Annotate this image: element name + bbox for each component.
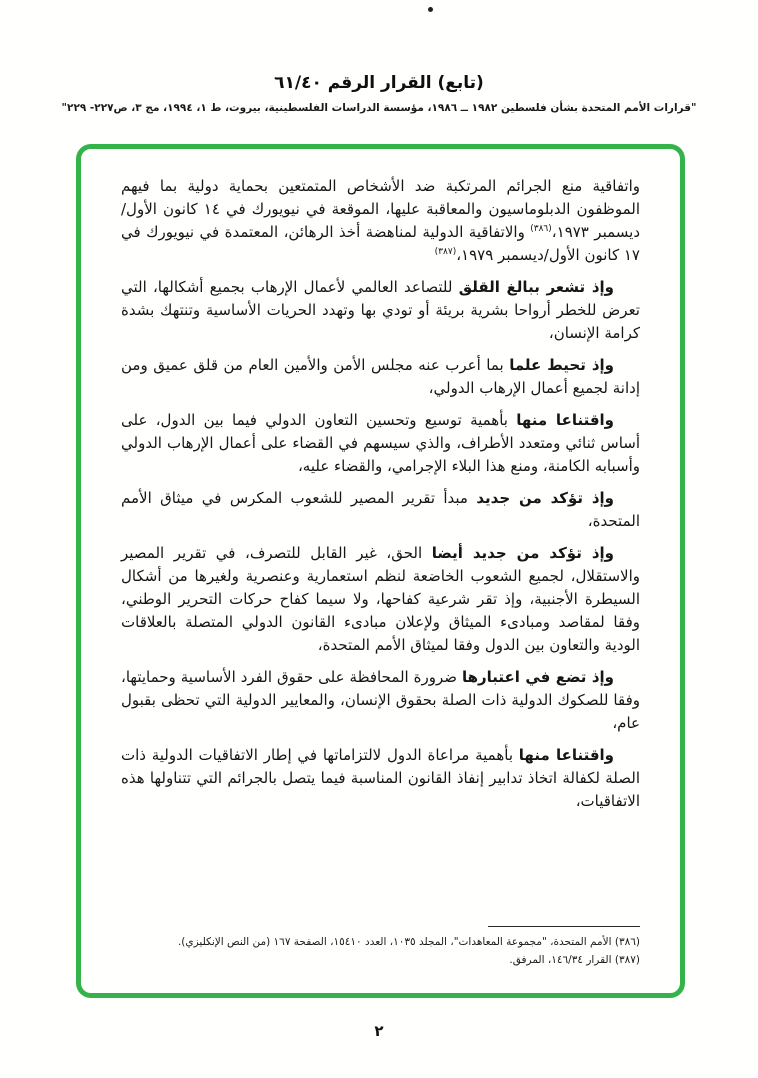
- resolution-preamble: [121, 175, 640, 813]
- paragraph-text: مبدأ تقرير المصير للشعوب المكرس في ميثاق الأمم المتحدة،: [121, 489, 640, 530]
- footnote-ref: (٣٨٧): [434, 247, 457, 257]
- footnotes-section: [121, 926, 640, 969]
- footnotes-list: [121, 933, 640, 969]
- paragraph-text: بما أعرب عنه مجلس الأمن والأمين العام من قلق عميق ومن إدانة لجميع أعمال الإرهاب الدولي،: [121, 356, 640, 397]
- body-paragraph: [121, 409, 640, 478]
- body-paragraph: [121, 487, 640, 533]
- paragraph-lead: وإذ تؤكد من جديد أيضا: [431, 544, 614, 562]
- paragraph-lead: وإذ تحيط علما: [509, 356, 614, 374]
- source-citation: "قرارات الأمم المتحدة بشأن فلسطين ١٩٨٢ ــ ١٩٨٦، مؤسسة الدراسات الفلسطينية، بيروت، ط ١، ١٩٩٤، مج ٣، ص٢٢٧- ٢٢٩": [61, 102, 697, 114]
- footnote-separator: [488, 926, 640, 927]
- content-frame: [76, 144, 685, 998]
- paragraph-lead: واقتناعا منها: [518, 746, 614, 764]
- paragraph-text: واتفاقية منع الجرائم المرتكبة ضد الأشخاص المتمتعين بحماية دولية بما فيهم الموظفون الدبلوماسيون والمعاقبة عليها، الموقعة في نيويورك في ١٤ كانون الأول/ديسمبر ١٩٧٣،: [121, 177, 641, 241]
- footnote-ref: (٣٨٦): [530, 224, 552, 234]
- page-number: ٢: [374, 1022, 384, 1040]
- scan-artifact-dot: [428, 7, 433, 12]
- paragraph-text: للتصاعد العالمي لأعمال الإرهاب بجميع أشكالها، التي تعرض للخطر أرواحا بشرية بريئة أو تودي بها وتهدد الحريات الأساسية وتنتهك بشدة كرامة الإنسان،: [121, 278, 640, 342]
- paragraph-text: بأهمية توسيع وتحسين التعاون الدولي فيما بين الدول، على أساس ثنائي ومتعدد الأطراف، والذي سيسهم في القضاء على أعمال الإرهاب الدولي وأسبابه الكامنة، ومنع هذا البلاء الإجرامي، والقضاء عليه،: [121, 411, 640, 475]
- body-paragraph: [121, 542, 640, 657]
- body-paragraph: [121, 666, 640, 735]
- page-title: (تابع) القرار الرقم ٦١/٤٠: [274, 73, 484, 93]
- paragraph-lead: وإذ تشعر ببالغ القلق: [458, 278, 614, 296]
- body-paragraph: [121, 744, 640, 813]
- body-paragraph: [121, 276, 640, 345]
- body-paragraph: [121, 175, 640, 267]
- paragraph-text: والاتفاقية الدولية لمناهضة أخذ الرهائن، المعتمدة في نيويورك في ١٧ كانون الأول/ديسمبر ١٩٧٩،: [121, 223, 640, 264]
- paragraph-text: الحق، غير القابل للتصرف، في تقرير المصير والاستقلال، لجميع الشعوب الخاضعة لنظم استعمارية وعنصرية ولغيرها من أشكال السيطرة الأجنبية، وإذ تقر شرعية كفاحها، ولا سيما كفاح حركات التحرير الوطني، وفقا لمقاصد ومبادىء الميثاق ولإعلان مبادىء القانون الدولي المتصلة بالعلاقات الودية والتعاون بين الدول وفقا لميثاق الأمم المتحدة،: [121, 544, 640, 654]
- body-paragraph: [121, 354, 640, 400]
- paragraph-text: ضرورة المحافظة على حقوق الفرد الأساسية وحمايتها، وفقا للصكوك الدولية ذات الصلة بحقوق الإنسان، والمعايير الدولية التي تحظى بقبول عام،: [121, 668, 640, 732]
- footnote-item: (٣٨٦) الأمم المتحدة، "مجموعة المعاهدات"، المجلد ١٠٣٥، العدد ١٥٤١٠، الصفحة ١٦٧ (من النص الإنكليزي).: [177, 936, 640, 948]
- paragraph-text: بأهمية مراعاة الدول لالتزاماتها في إطار الاتفاقيات الدولية ذات الصلة لكفالة اتخاذ تدابير إنفاذ القانون المناسبة فيما يتصل بالجرائم التي تتناولها هذه الاتفاقيات،: [121, 746, 640, 810]
- paragraph-lead: وإذ تضع في اعتبارها: [462, 668, 614, 686]
- paragraph-lead: واقتناعا منها: [516, 411, 614, 429]
- footnote-item: (٣٨٧) القرار ١٤٦/٣٤، المرفق.: [509, 954, 640, 966]
- paragraph-lead: وإذ تؤكد من جديد: [476, 489, 614, 507]
